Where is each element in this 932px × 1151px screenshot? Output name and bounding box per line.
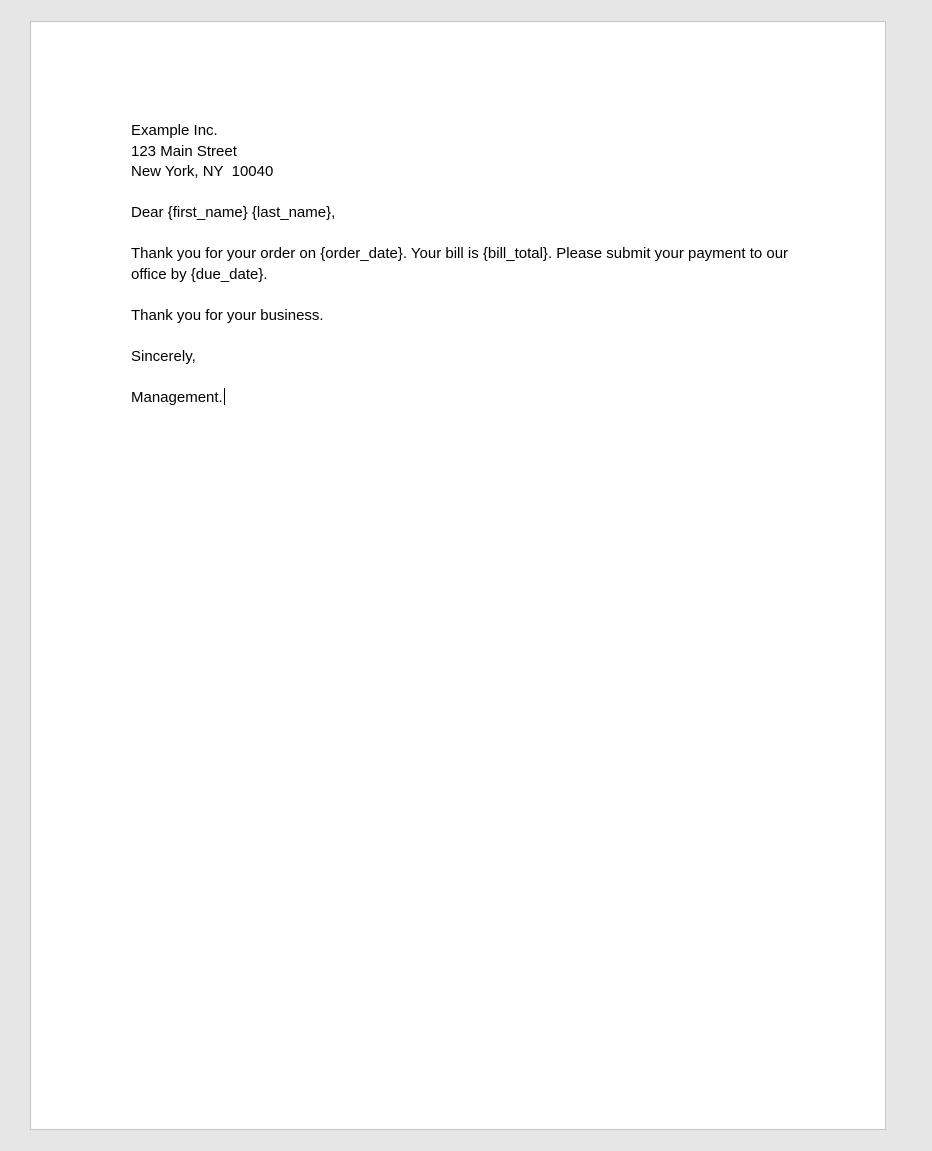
salutation[interactable]: Dear {first_name} {last_name}, [131,204,336,221]
signature-text[interactable]: Management. [131,388,223,406]
body-paragraph[interactable]: Thank you for your order on {order_date}. Your bill is {bill_total}. Please submit your payment to our office by {due_date}. [131,245,789,283]
document-page[interactable] [30,21,886,1130]
closing-line[interactable]: Sincerely, [131,347,196,365]
thanks-line[interactable]: Thank you for your business. [131,306,324,324]
text-cursor [224,388,225,405]
document-body[interactable] [131,121,791,429]
signature-line[interactable] [131,388,791,409]
sender-address [131,121,791,183]
address-line-company[interactable]: Example Inc. [131,122,218,139]
address-line-street[interactable]: 123 Main Street [131,142,237,160]
address-line-city[interactable]: New York, NY 10040 [131,163,274,180]
